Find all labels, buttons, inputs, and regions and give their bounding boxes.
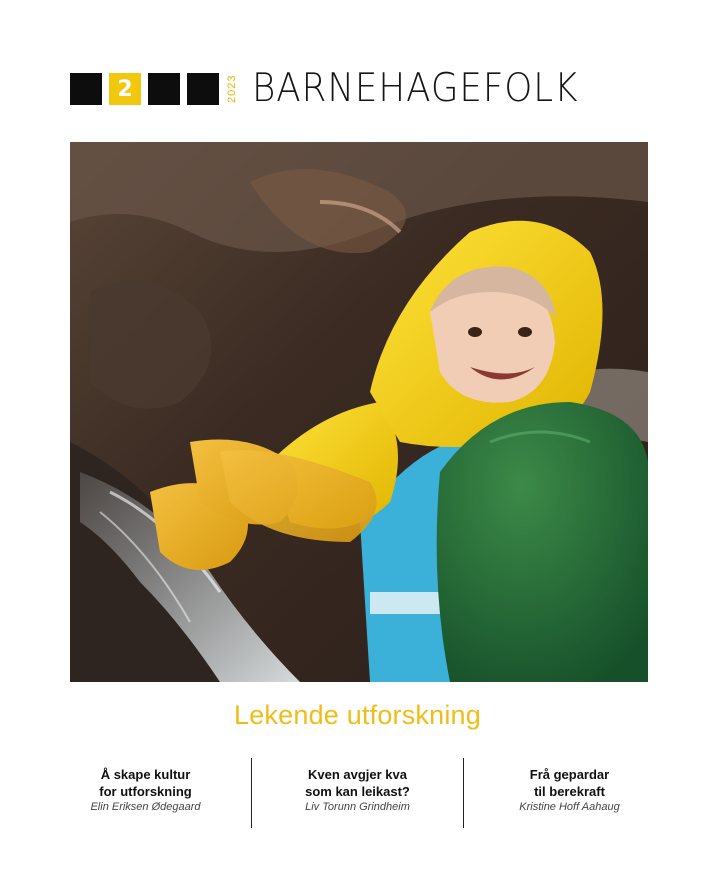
article-author: Elin Eriksen Ødegaard bbox=[90, 801, 201, 813]
article-teaser-3 bbox=[463, 758, 675, 828]
article-title: Kven avgjer kva som kan leikast? bbox=[305, 767, 410, 799]
cover-headline: Lekende utforskning bbox=[234, 700, 481, 730]
article-author: Liv Torunn Grindheim bbox=[305, 801, 410, 813]
article-author: Kristine Hoff Aahaug bbox=[519, 801, 620, 813]
article-title: Å skape kultur for utforskning bbox=[99, 767, 192, 799]
article-teasers bbox=[40, 758, 675, 828]
magazine-title: BARNEHAGEFOLK bbox=[252, 66, 579, 111]
article-teaser-1 bbox=[40, 758, 251, 828]
cover-photo bbox=[70, 142, 648, 682]
masthead bbox=[0, 0, 715, 130]
issue-year: 2023 bbox=[226, 74, 238, 104]
issue-block-4 bbox=[187, 73, 219, 105]
issue-block-1 bbox=[70, 73, 102, 105]
article-title: Frå gepardar til berekraft bbox=[529, 767, 610, 799]
green-hood-child bbox=[437, 402, 648, 682]
article-teaser-2 bbox=[251, 758, 463, 828]
issue-block-3 bbox=[148, 73, 180, 105]
issue-number-badge: 2 bbox=[109, 73, 141, 105]
